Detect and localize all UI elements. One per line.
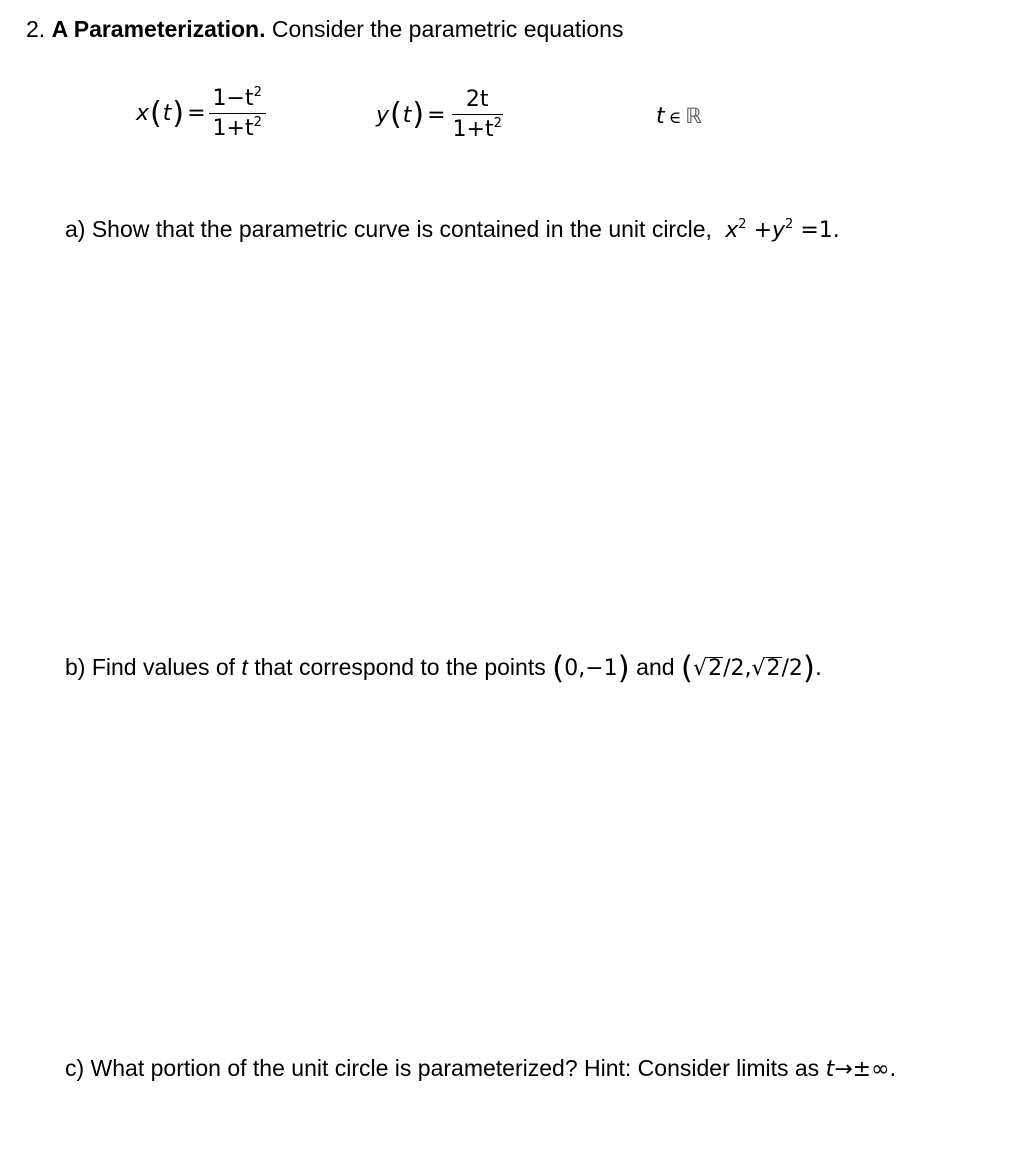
part-c [65,1055,896,1082]
point-two: (√2/2,√2/2). [680,650,823,686]
equation-x-denominator: $1+t^2$ [212,115,262,142]
element-of-symbol: ∈ [668,108,682,128]
equation-y-lhs: y ( t ) = [376,97,446,133]
equation-y [376,88,506,142]
problem-title: A Parameterization. [51,16,266,42]
equation-x-fraction [209,86,266,141]
equation-y-numerator: 2t [452,88,503,115]
y-var: y [376,102,390,128]
problem-number: 2. [26,16,46,42]
unit-circle-equation: $x^2 +y^2 =1$. [725,217,840,243]
equation-x-numerator: $1-t^2$ [209,86,266,114]
y-arg: t [402,102,412,128]
equation-x [136,86,266,141]
part-b-and: and [636,654,675,680]
part-b [65,650,822,686]
problem-intro: Consider the parametric equations [271,16,624,42]
part-b-text-mid: that correspond to the points [254,654,546,680]
equation-y-fraction [449,88,506,142]
part-c-text: c) What portion of the unit circle is parameterized? Hint: Consider limits as [65,1055,820,1081]
part-a [65,216,840,243]
real-numbers-symbol: ℝ [685,104,702,128]
limit-expression: t→±∞. [825,1057,897,1082]
parameter-domain [656,104,702,129]
equation-y-denominator: $1+t^2$ [452,116,502,143]
problem-heading [26,16,623,43]
x-var: x [136,101,150,127]
part-b-var: t [241,654,248,680]
domain-var: t [656,104,665,129]
point-one: (0,−1) [552,650,630,686]
equation-x-lhs: x ( t ) = [136,95,206,131]
part-b-text-before: b) Find values of [65,654,236,680]
x-arg: t [162,101,172,127]
part-a-text: a) Show that the parametric curve is contained in the unit circle, [65,216,712,242]
